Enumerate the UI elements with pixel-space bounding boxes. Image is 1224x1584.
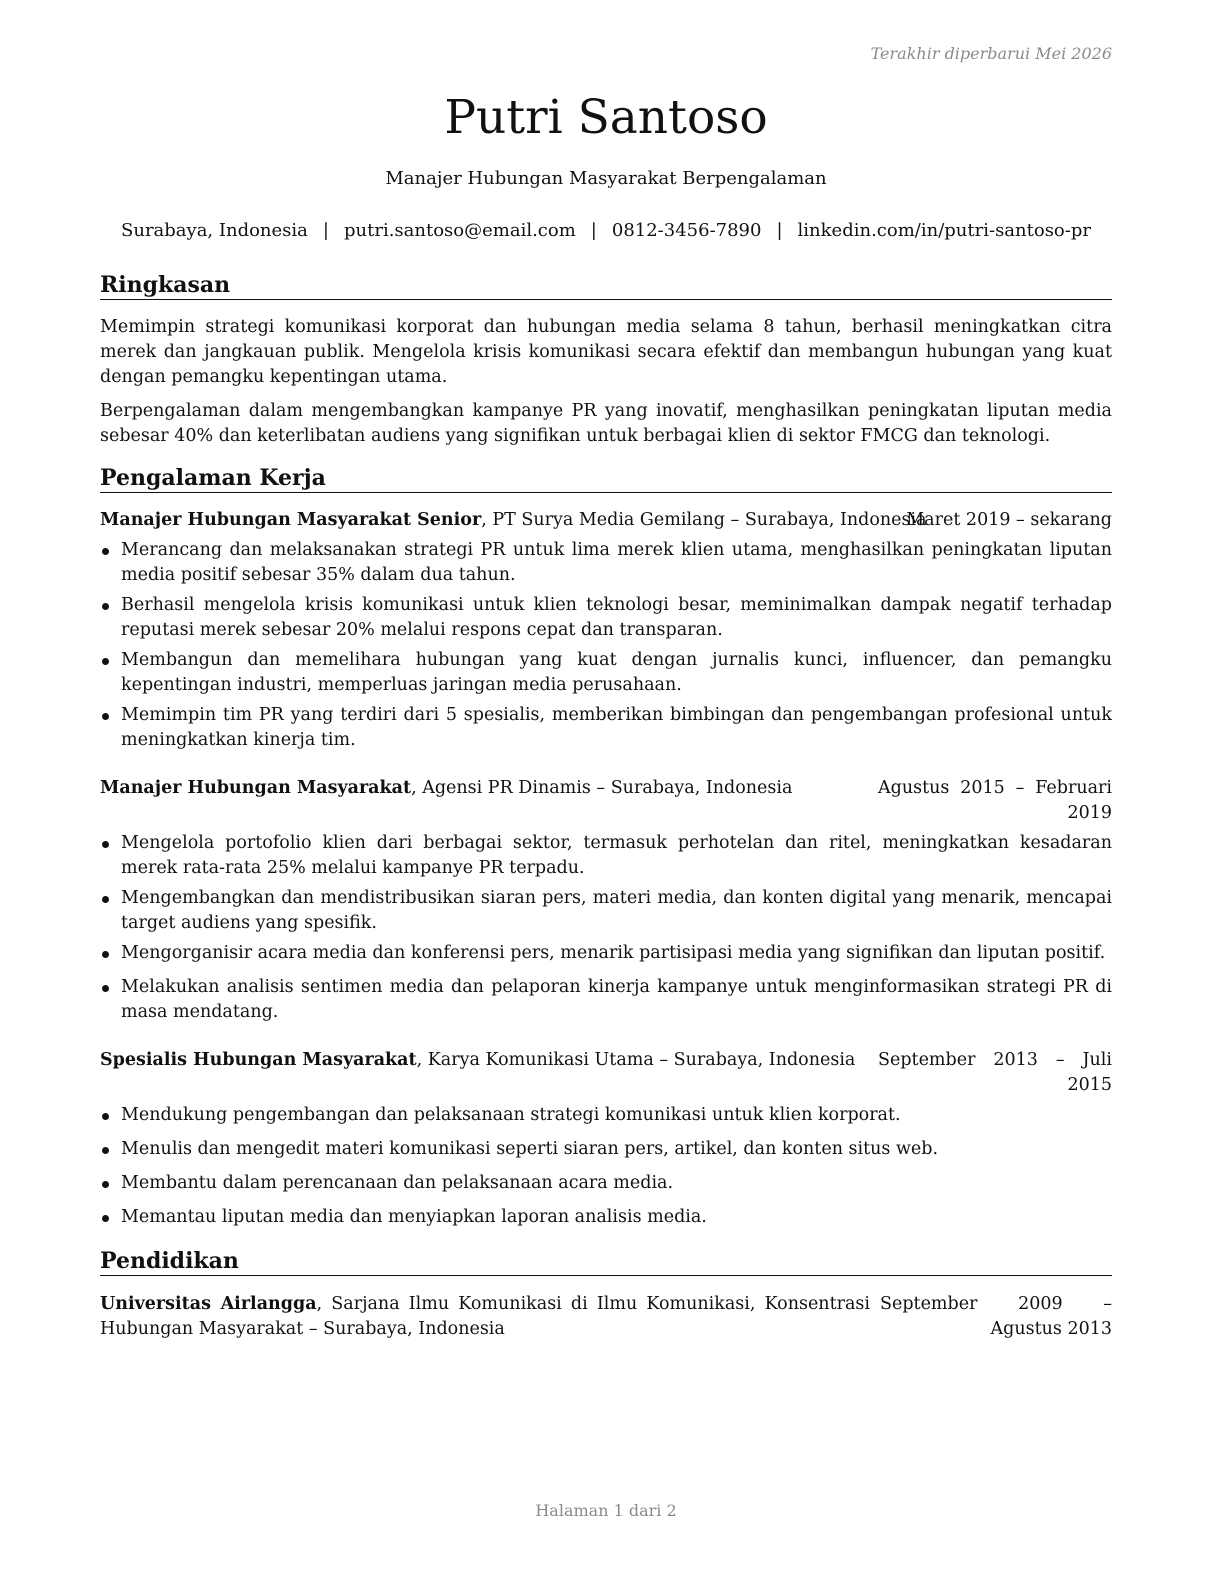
list-item <box>100 975 1112 1025</box>
job-role: Spesialis Hubungan Masyarakat <box>100 1050 417 1070</box>
contact-location: Surabaya, Indonesia <box>121 220 308 241</box>
contact-line <box>100 219 1112 243</box>
candidate-tagline: Manajer Hubungan Masyarakat Berpengalaman <box>385 168 827 189</box>
bullet-icon <box>102 603 109 610</box>
job-header <box>100 1048 1112 1098</box>
section-title-summary: Ringkasan <box>100 271 1112 300</box>
job-title-line <box>100 776 792 801</box>
bullet-text: Menulis dan mengedit materi komunikasi seperti siaran pers, artikel, dan konten situs web. <box>121 1139 939 1159</box>
bullet-text: Berhasil mengelola krisis komunikasi untuk klien teknologi besar, meminimalkan dampak negatif terhadap reputasi merek sebesar 20% melalui respons cepat dan transparan. <box>121 595 1112 640</box>
job-role: Manajer Hubungan Masyarakat <box>100 778 412 798</box>
bullet-icon <box>102 658 109 665</box>
bullet-text: Memimpin tim PR yang terdiri dari 5 spesialis, memberikan bimbingan dan pengembangan profesional untuk meningkatkan kinerja tim. <box>121 705 1112 750</box>
last-updated: Terakhir diperbarui Mei 2026 <box>870 44 1112 63</box>
bullet-text: Mengelola portofolio klien dari berbagai sektor, termasuk perhotelan dan ritel, meningkatkan kesadaran merek rata-rata 25% melalui kampanye PR terpadu. <box>121 833 1112 878</box>
bullet-icon <box>102 1147 109 1154</box>
job-bullets <box>100 1103 1112 1239</box>
job-bullets <box>100 538 1112 758</box>
section-title-education: Pendidikan <box>100 1247 1112 1276</box>
list-item <box>100 538 1112 588</box>
bullet-text: Melakukan analisis sentimen media dan pelaporan kinerja kampanye untuk menginformasikan strategi PR di masa mendatang. <box>121 977 1112 1022</box>
job-dates: Agustus 2015 – Februari 2019 <box>878 778 1112 823</box>
job-title-line <box>100 1048 855 1073</box>
bullet-text: Memantau liputan media dan menyiapkan laporan analisis media. <box>121 1207 707 1227</box>
bullet-icon <box>102 985 109 992</box>
list-item <box>100 941 1112 966</box>
candidate-name: Putri Santoso <box>444 90 768 145</box>
bullet-text: Merancang dan melaksanakan strategi PR untuk lima merek klien utama, menghasilkan peningkatan liputan media positif sebesar 35% dalam dua tahun. <box>121 540 1112 585</box>
job-role: Manajer Hubungan Masyarakat Senior <box>100 510 482 530</box>
bullet-text: Mendukung pengembangan dan pelaksanaan strategi komunikasi untuk klien korporat. <box>121 1105 901 1125</box>
bullet-icon <box>102 896 109 903</box>
bullet-text: Membangun dan memelihara hubungan yang kuat dengan jurnalis kunci, influencer, dan pemangku kepentingan industri, memperluas jaringan media perusahaan. <box>121 650 1112 695</box>
job-company: , Karya Komunikasi Utama – Surabaya, Indonesia <box>416 1050 856 1070</box>
education-entry <box>100 1292 1112 1342</box>
job-title-line <box>100 508 927 533</box>
list-item <box>100 831 1112 881</box>
list-item <box>100 648 1112 698</box>
bullet-text: Membantu dalam perencanaan dan pelaksanaan acara media. <box>121 1173 674 1193</box>
bullet-icon <box>102 951 109 958</box>
resume-page <box>100 0 1112 1584</box>
list-item <box>100 1171 1112 1196</box>
bullet-icon <box>102 1113 109 1120</box>
bullet-icon <box>102 1181 109 1188</box>
bullet-icon <box>102 713 109 720</box>
education-dates: September 2009 – Agustus 2013 <box>880 1294 1112 1339</box>
bullet-text: Mengorganisir acara media dan konferensi pers, menarik partisipasi media yang signifikan dan liputan positif. <box>121 943 1106 963</box>
contact-separator: | <box>590 220 597 241</box>
contact-linkedin[interactable]: linkedin.com/in/putri-santoso-pr <box>797 220 1091 241</box>
list-item <box>100 1205 1112 1230</box>
job-bullets <box>100 831 1112 1030</box>
list-item <box>100 703 1112 753</box>
job-dates: Maret 2019 – sekarang <box>906 510 1112 530</box>
summary-paragraph: Berpengalaman dalam mengembangkan kampanye PR yang inovatif, menghasilkan peningkatan liputan media sebesar 40% dan keterlibatan audiens yang signifikan untuk berbagai klien di sektor FMCG dan teknologi. <box>100 401 1112 446</box>
list-item <box>100 1103 1112 1128</box>
education-detail: , Sarjana Ilmu Komunikasi di Ilmu Komunikasi, Konsentrasi Hubungan Masyarakat – Surabaya, Indonesia <box>100 1294 870 1339</box>
list-item <box>100 1137 1112 1162</box>
summary-paragraph: Memimpin strategi komunikasi korporat dan hubungan media selama 8 tahun, berhasil meningkatkan citra merek dan jangkauan publik. Mengelola krisis komunikasi secara efektif dan membangun hubungan yang kuat dengan pemangku kepentingan utama. <box>100 317 1112 387</box>
job-header <box>100 508 1112 533</box>
contact-phone: 0812-3456-7890 <box>611 220 762 241</box>
contact-email[interactable]: putri.santoso@email.com <box>343 220 576 241</box>
list-item <box>100 886 1112 936</box>
bullet-text: Mengembangkan dan mendistribusikan siaran pers, materi media, dan konten digital yang menarik, mencapai target audiens yang spesifik. <box>121 888 1112 933</box>
list-item <box>100 593 1112 643</box>
job-company: , Agensi PR Dinamis – Surabaya, Indonesia <box>411 778 793 798</box>
bullet-icon <box>102 548 109 555</box>
job-dates: September 2013 – Juli 2015 <box>878 1050 1112 1095</box>
bullet-icon <box>102 841 109 848</box>
contact-separator: | <box>322 220 329 241</box>
bullet-icon <box>102 1215 109 1222</box>
contact-separator: | <box>776 220 783 241</box>
section-title-experience: Pengalaman Kerja <box>100 464 1112 493</box>
education-school: Universitas Airlangga <box>100 1294 317 1314</box>
page-number: Halaman 1 dari 2 <box>535 1501 677 1520</box>
job-header <box>100 776 1112 826</box>
education-degree <box>100 1292 870 1342</box>
job-company: , PT Surya Media Gemilang – Surabaya, Indonesia <box>481 510 927 530</box>
